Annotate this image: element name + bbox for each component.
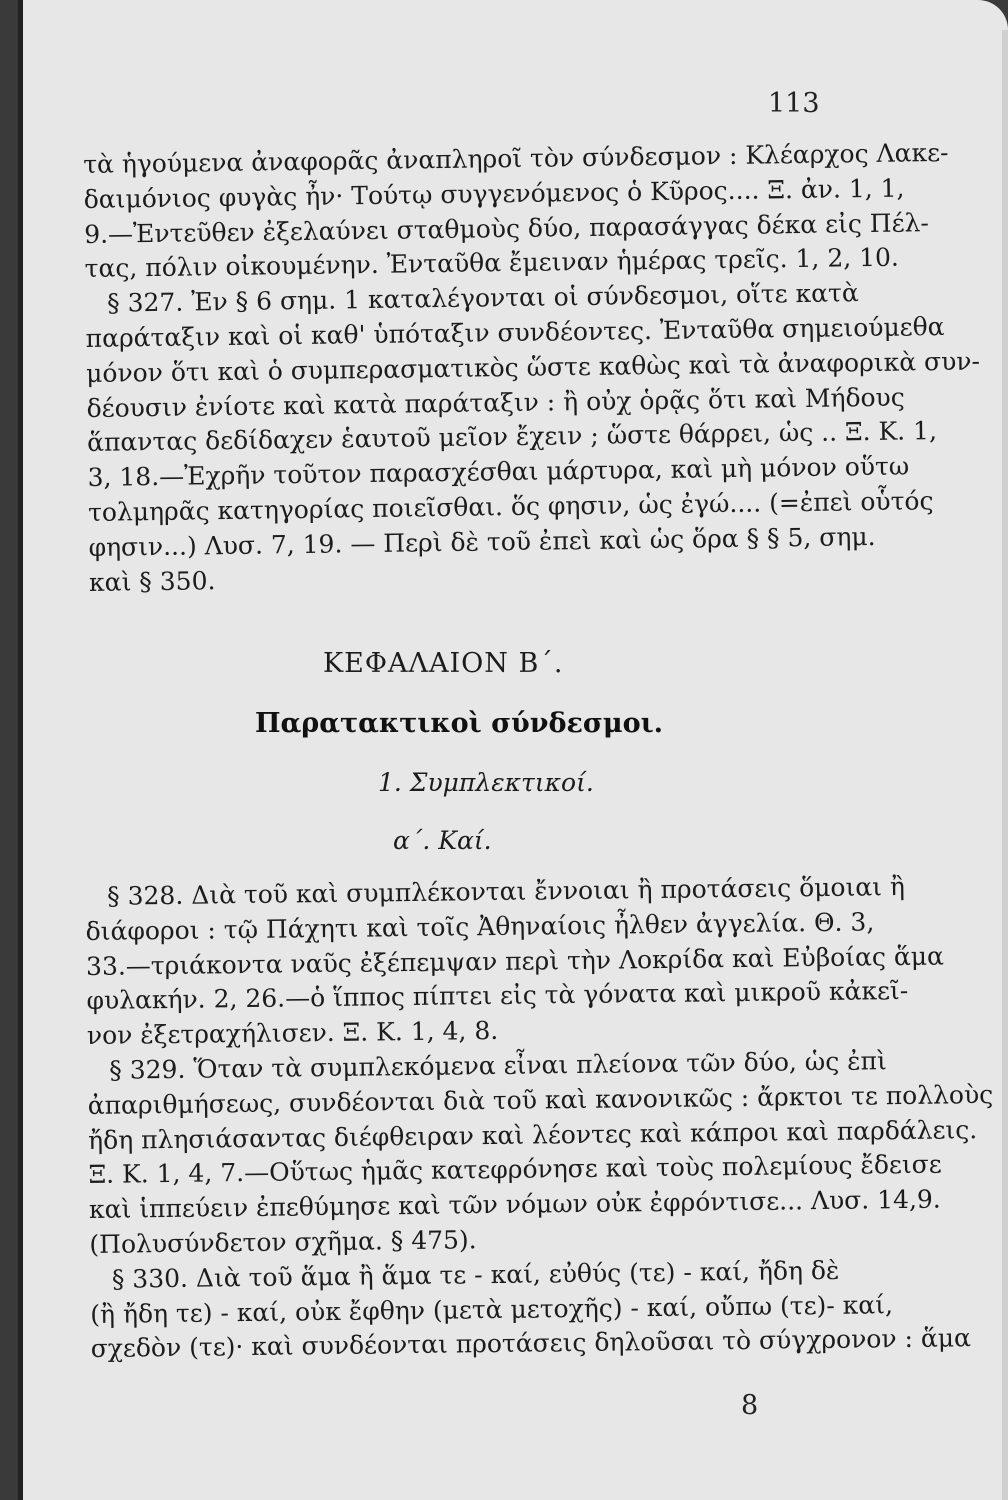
subheading-conjunctions: 1. Συμπλεκτικοί. [378,768,594,797]
text-line: μόνον ὅτι καὶ ὁ συμπερασματικὸς ὥστε καθὼς καὶ τὰ ἀναφορικὰ συν- [85,346,981,388]
book-page [18,0,1008,1500]
text-line: § 328. Διὰ τοῦ καὶ συμπλέκονται ἔννοιαι ἢ προτάσεις ὅμοιαι ἢ [107,871,906,911]
text-line: δέουσιν ἐνίοτε καὶ κατὰ παράταξιν : ἢ οὐχ ὁρᾷς ὅτι καὶ Μήδους [86,382,905,423]
text-line: παράταξιν καὶ οἱ καθ' ὑπόταξιν συνδέοντες. Ἐνταῦθα σημειούμεθα [85,311,945,353]
text-line: § 330. Διὰ τοῦ ἅμα ἢ ἅμα τε - καί, εὐθύς (τε) - καί, ἤδη δὲ [111,1255,840,1294]
text-line: ἤδη πλησιάσαντας διέφθειραν καὶ λέοντες καὶ κάπροι καὶ παρδάλεις. [88,1114,978,1155]
text-line: σχεδὸν (τε)· καὶ συνδέονται προτάσεις δηλοῦσαι τὸ σύγχρονον : ἅμα [90,1323,972,1364]
text-line: φησιν...) Λυσ. 7, 19. — Περὶ δὲ τοῦ ἐπεὶ καὶ ὡς ὅρα § § 5, σημ. [88,521,876,562]
text-line: 9.—Ἐντεῦθεν ἐξελαύνει σταθμοὺς δύο, παρασάγγας δέκα εἰς Πέλ- [83,207,930,249]
text-line: καὶ § 350. [88,565,216,597]
text-line: τολμηρᾶς κατηγορίας ποιεῖσθαι. ὅς φησιν, ὡς ἐγώ.... (=ἐπεὶ οὗτός [87,486,934,527]
text-line: νον ἐξετραχήλισεν. Ξ. Κ. 1, 4, 8. [86,1016,499,1051]
text-line: διάφοροι : τῷ Πάχητι καὶ τοῖς Ἀθηναίοις ἦλθεν ἀγγελία. Θ. 3, [85,907,875,946]
page-edge [1002,30,1008,1500]
chapter-heading: ΚΕΦΑΛΑΙΟΝ Β΄. [323,648,564,679]
text-line: 33.—τριάκοντα ναῦς ἐξέπεμψαν περὶ τὴν Λοκρίδα καὶ Εὐβοίας ἅμα [85,941,945,981]
text-line: Ξ. Κ. 1, 4, 7.—Οὕτως ἡμᾶς κατεφρόνησε καὶ τοὺς πολεμίους ἔδεισε [88,1149,942,1190]
text-line: δαιμόνιος φυγὰς ἦν· Τούτῳ συγγενόμενος ὁ Κῦρος.... Ξ. ἀν. 1, 1, [83,173,905,214]
subheading-kai: α΄. Καί. [393,826,492,855]
text-line: τὰ ἡγούμενα ἀναφορᾶς ἀναπληροῖ τὸν σύνδεσμον : Κλέαρχος Λακε- [83,137,949,179]
text-line: (Πολυσύνδετον σχῆμα. § 475). [89,1225,477,1259]
text-line: § 327. Ἐν § 6 σημ. 1 καταλέγονται οἱ σύνδεσμοι, οἵτε κατὰ [106,278,859,318]
text-line: καὶ ἱππεύειν ἐπεθύμησε καὶ τῶν νόμων οὐκ ἐφρόντισε... Λυσ. 14,9. [88,1184,941,1225]
text-line: ἅπαντας δεδίδαχεν ἑαυτοῦ μεῖον ἔχειν ; ὥστε θάρρει, ὡς .. Ξ. Κ. 1, [86,416,938,458]
section-title: Παρατακτικοὶ σύνδεσμοι. [255,708,664,739]
paragraph-block-top [83,137,981,600]
text-line: τας, πόλιν οἰκουμένην. Ἐνταῦθα ἔμειναν ἡμέρας τρεῖς. 1, 2, 10. [84,243,900,284]
text-line: 3, 18.—Ἐχρῆν τοῦτον παρασχέσθαι μάρτυρα, καὶ μὴ μόνον οὕτω [87,451,910,493]
text-line: (ἢ ἤδη τε) - καί, οὐκ ἔφθην (μετὰ μετοχῆς) - καί, οὔπω (τε)- καί, [90,1289,894,1329]
text-line: § 329. Ὅταν τὰ συμπλεκόμενα εἶναι πλείονα τῶν δύο, ὡς ἐπὶ [109,1046,887,1085]
text-line: ἀπαριθμήσεως, συνδέονται διὰ τοῦ καὶ κανονικῶς : ἄρκτοι τε πολλοὺς [87,1079,994,1120]
signature-mark: 8 [741,1390,759,1421]
paragraph-block-bottom [85,871,994,1368]
page-number: 113 [768,88,820,119]
text-line: φυλακήν. 2, 26.—ὁ ἵππος πίπτει εἰς τὰ γόνατα καὶ μικροῦ κἀκεῖ- [86,976,909,1016]
